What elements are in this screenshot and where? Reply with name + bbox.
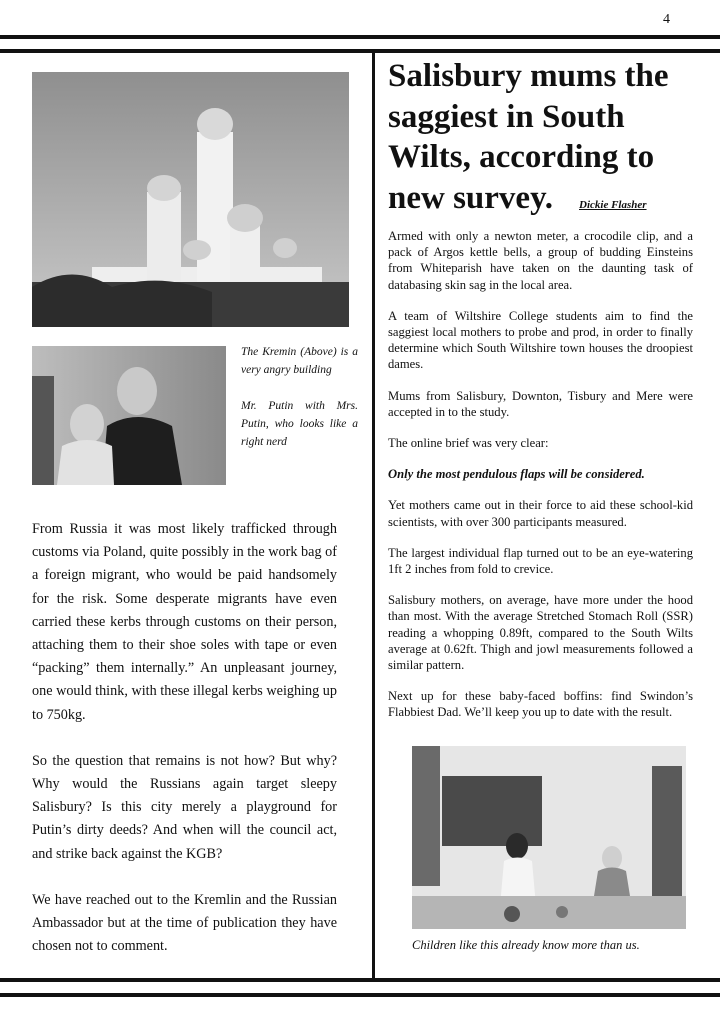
right-column (388, 56, 698, 953)
byline: Dickie Flasher (579, 198, 647, 211)
kremlin-photo (32, 72, 349, 327)
left-column (32, 72, 358, 981)
paragraph: So the question that remains is not how? But why? Why would the Russians again target sleepy Salisbury? Is this city merely a playground for Putin’s dirty deeds? And when will the council act, and strike back against the KGB? (32, 752, 337, 862)
paragraph: Armed with only a newton meter, a crocodile clip, and a pack of Argos kettle bells, a group of budding Einsteins from Whiteparish have taken on the daunting task of databasing skin sag in the local area. (388, 229, 693, 292)
children-caption: Children like this already know more than us. (412, 937, 640, 952)
putin-caption: Mr. Putin with Mrs. Putin, who looks like a right nerd (241, 400, 358, 448)
putin-photo-row (32, 346, 358, 485)
kremlin-caption: The Kremin (Above) is a very angry building (241, 346, 358, 376)
pull-quote: Only the most pendulous flaps will be considered. (388, 467, 645, 482)
putin-photo (32, 346, 226, 485)
paragraph: The online brief was very clear: (388, 436, 549, 451)
left-article-body (32, 518, 337, 981)
headline: Salisbury mums the saggiest in South Wilts, according to new survey. (388, 58, 669, 216)
paragraph: From Russia it was most likely trafficked through customs via Poland, quite possibly in the work bag of a foreign migrant, who would be paid handsomely for the risk. Some desperate migrants have even carried these kerbs through customs on their person, attaching them to their shoe soles with tape or even “packing” them internally.” An unpleasant journey, one would think, with these illegal kerbs weighing up to 750kg. (32, 521, 337, 723)
top-rule-2 (0, 49, 720, 53)
paragraph: Yet mothers came out in their force to aid these school-kid scientists, with over 300 participants measured. (388, 498, 693, 529)
page-number: 4 (663, 12, 670, 27)
paragraph: We have reached out to the Kremlin and the Russian Ambassador but at the time of publication they have chosen not to comment. (32, 891, 337, 955)
photo-captions (241, 343, 358, 451)
paragraph: Next up for these baby-faced boffins: find Swindon’s Flabbiest Dad. We’ll keep you up to date with the result. (388, 689, 693, 720)
paragraph: Salisbury mothers, on average, have more under the hood than most. With the average Stretched Stomach Roll (SSR) reading a whopping 0.89ft, compared to the South Wilts average at 0.62ft. Thigh and jowl measurements followed a similar pattern. (388, 593, 693, 673)
paragraph: The largest individual flap turned out to be an eye-watering 1ft 2 inches from fold to crevice. (388, 545, 693, 577)
paragraph: Mums from Salisbury, Downton, Tisbury and Mere were accepted in to the study. (388, 388, 693, 419)
headline-block (388, 56, 698, 218)
column-divider (372, 52, 375, 980)
right-article-body (388, 228, 693, 736)
children-figure (412, 746, 698, 953)
paragraph: A team of Wiltshire College students aim to find the saggiest local mothers to probe and prod, in order to finally determine which South Wiltshire town houses the droopiest dames. (388, 308, 693, 372)
bottom-rule-2 (0, 993, 720, 997)
children-photo (412, 746, 686, 929)
top-rule (0, 35, 720, 39)
